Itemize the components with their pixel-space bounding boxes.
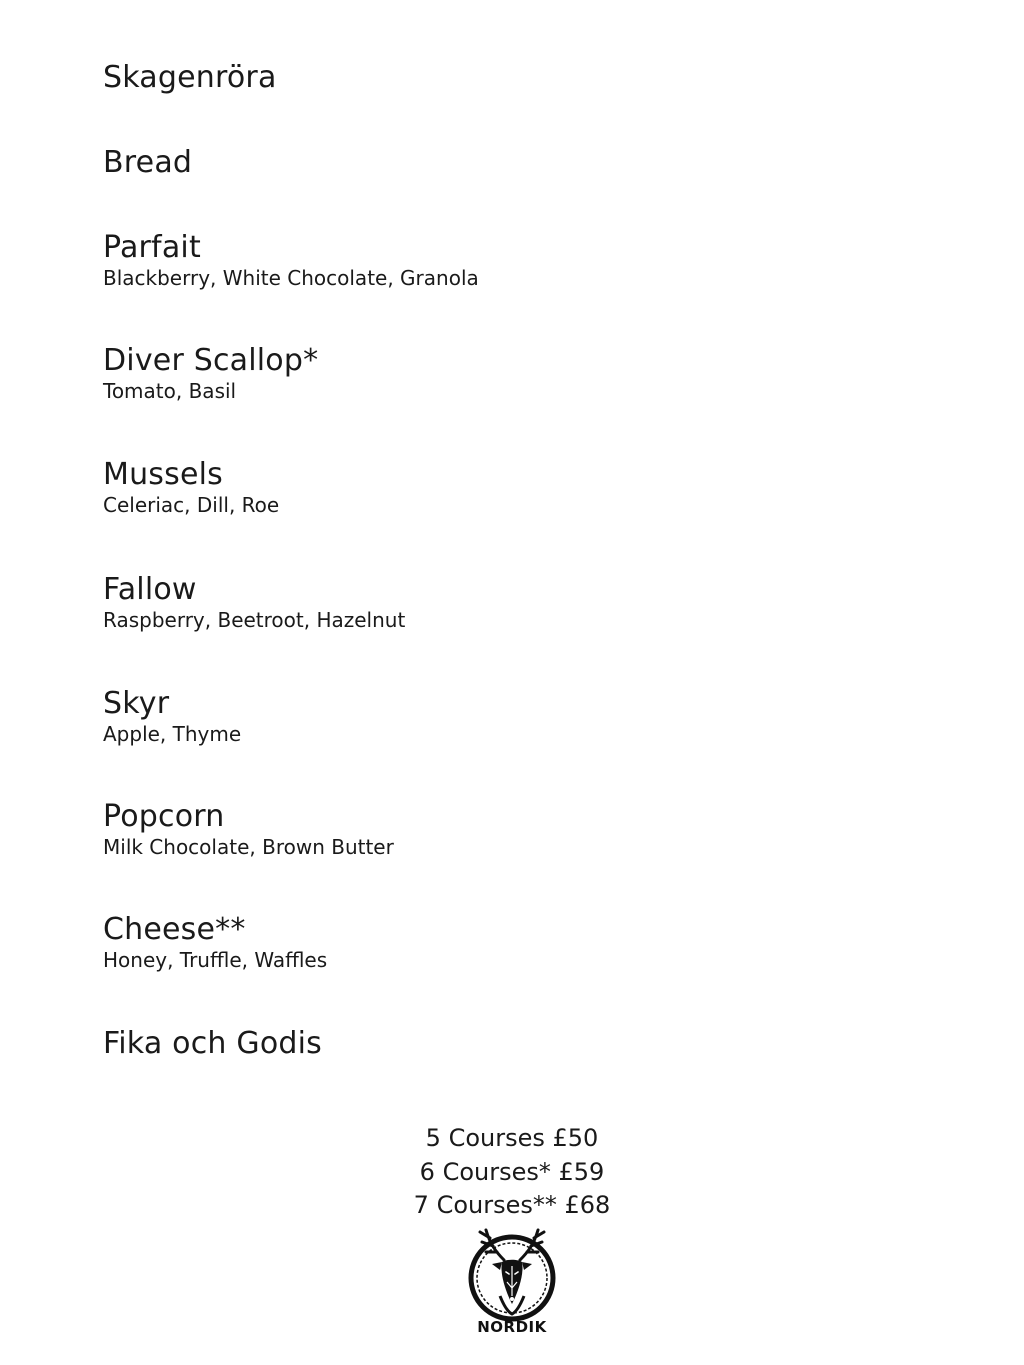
menu-item-title: Skagenröra bbox=[103, 60, 277, 95]
menu-item bbox=[103, 572, 405, 632]
menu-item-description: Tomato, Basil bbox=[103, 379, 237, 403]
pricing-line: 5 Courses £50 bbox=[425, 1124, 599, 1152]
menu-item-title: Fika och Godis bbox=[103, 1026, 322, 1061]
nordik-logo bbox=[462, 1226, 562, 1341]
menu-item-description: Honey, Truffle, Waffles bbox=[103, 948, 328, 972]
menu-item bbox=[103, 145, 192, 181]
stag-head-icon bbox=[462, 1226, 562, 1324]
logo-text: NORDIK bbox=[477, 1318, 547, 1336]
menu-item bbox=[103, 230, 479, 290]
menu-item bbox=[103, 912, 327, 972]
menu-item-title: Parfait bbox=[103, 230, 201, 265]
menu-item bbox=[103, 1026, 322, 1062]
pricing-block bbox=[0, 1122, 1024, 1223]
menu-item-description: Blackberry, White Chocolate, Granola bbox=[103, 266, 479, 290]
pricing-line: 7 Courses** £68 bbox=[413, 1191, 611, 1219]
menu-item-description: Apple, Thyme bbox=[103, 722, 242, 746]
menu-item bbox=[103, 799, 394, 859]
menu-item-title: Skyr bbox=[103, 686, 170, 721]
menu-item-description: Raspberry, Beetroot, Hazelnut bbox=[103, 608, 406, 632]
menu-item-title: Mussels bbox=[103, 457, 223, 492]
menu-item bbox=[103, 343, 318, 403]
menu-item-description: Celeriac, Dill, Roe bbox=[103, 493, 280, 517]
menu-item bbox=[103, 60, 277, 96]
menu-item-title: Popcorn bbox=[103, 799, 225, 834]
pricing-line: 6 Courses* £59 bbox=[419, 1157, 605, 1186]
menu-item-title: Diver Scallop* bbox=[103, 343, 319, 378]
menu-item bbox=[103, 686, 241, 746]
menu-item bbox=[103, 457, 279, 517]
menu-item-title: Cheese** bbox=[103, 912, 246, 947]
menu-item-description: Milk Chocolate, Brown Butter bbox=[103, 835, 394, 859]
menu-item-title: Fallow bbox=[103, 572, 197, 607]
menu-item-title: Bread bbox=[103, 145, 193, 180]
